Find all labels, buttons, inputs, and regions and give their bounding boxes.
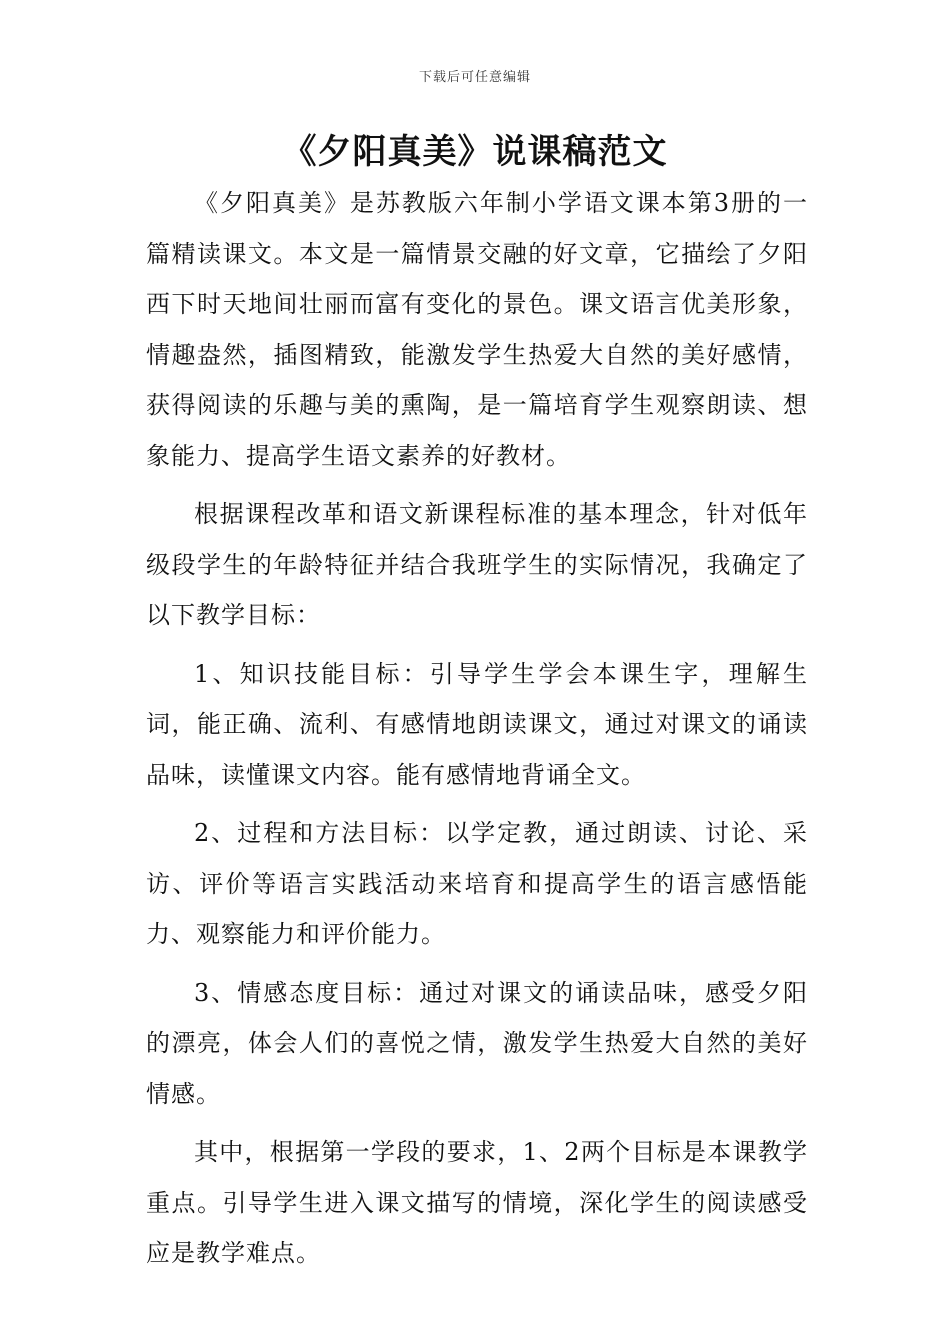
paragraph-key-points: 其中，根据第一学段的要求，1、2两个目标是本课教学重点。引导学生进入课文描写的情境，深化学生的阅读感受应是教学难点。 [146, 1138, 808, 1267]
paragraph-objective-2: 2、过程和方法目标：以学定教，通过朗读、讨论、采访、评价等语言实践活动来培育和提高学生的语言感悟能力、观察能力和评价能力。 [146, 819, 808, 948]
document-title: 《夕阳真美》说课稿范文 [282, 132, 668, 172]
document-body [146, 178, 808, 1279]
paragraph-intro: 《夕阳真美》是苏教版六年制小学语文课本第3册的一篇精读课文。本文是一篇情景交融的好文章，它描绘了夕阳西下时天地间壮丽而富有变化的景色。课文语言优美形象，情趣盎然，插图精致，能激发学生热爱大自然的美好感情，获得阅读的乐趣与美的熏陶，是一篇培育学生观察朗读、想象能力、提高学生语文素养的好教材。 [146, 189, 808, 470]
paragraph-objectives-intro: 根据课程改革和语文新课程标准的基本理念，针对低年级段学生的年龄特征并结合我班学生的实际情况，我确定了以下教学目标： [146, 500, 808, 629]
header-note: 下载后可任意编辑 [418, 70, 531, 85]
paragraph-objective-1: 1、知识技能目标：引导学生学会本课生字，理解生词，能正确、流利、有感情地朗读课文，通过对课文的诵读品味，读懂课文内容。能有感情地背诵全文。 [146, 659, 808, 789]
paragraph-objective-3: 3、情感态度目标：通过对课文的诵读品味，感受夕阳的漂亮，体会人们的喜悦之情，激发学生热爱大自然的美好情感。 [146, 978, 808, 1108]
